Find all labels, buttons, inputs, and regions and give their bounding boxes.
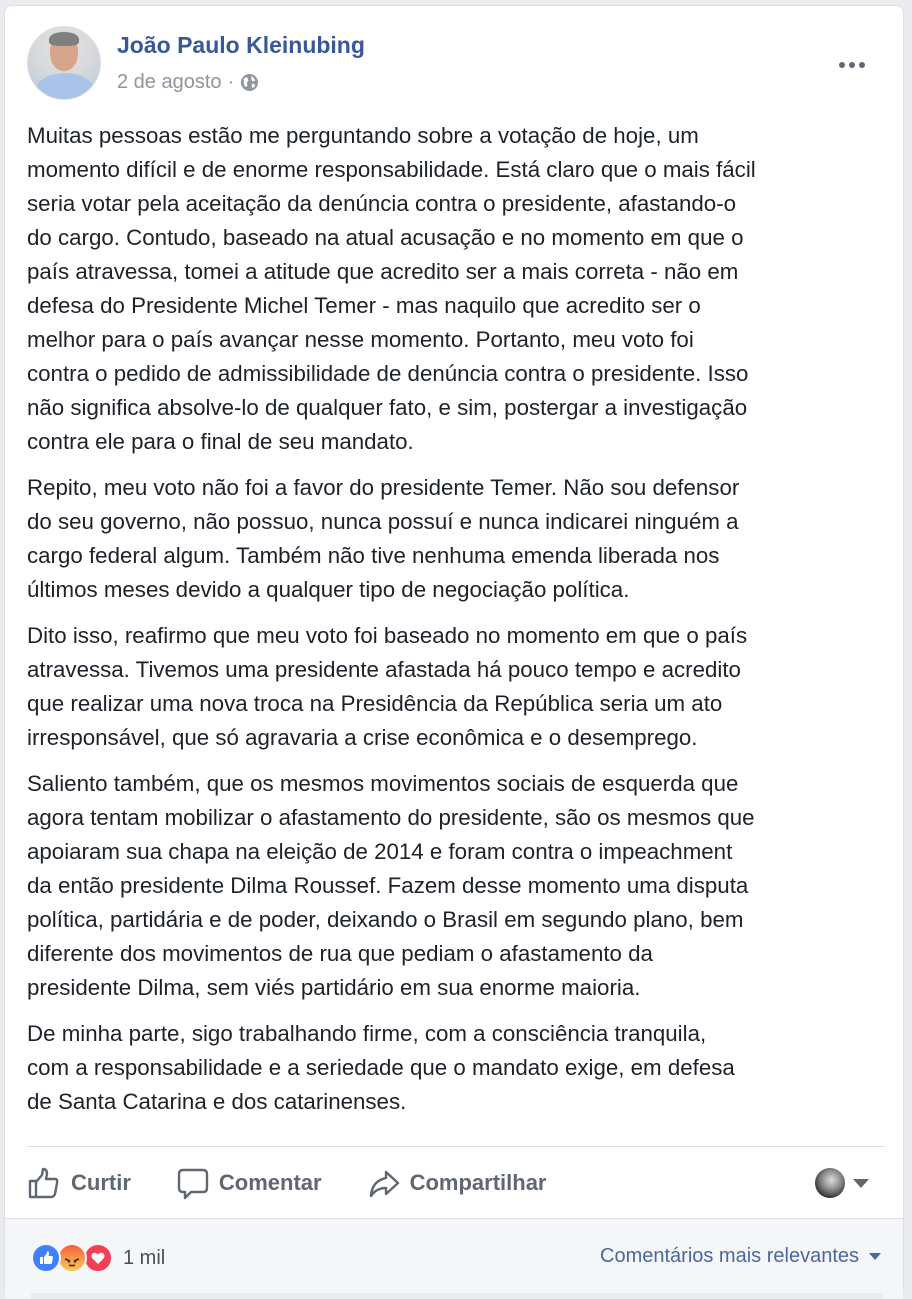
post-paragraph-4 [27, 767, 887, 1005]
globe-icon[interactable] [240, 73, 259, 92]
text-line: De minha parte, sigo trabalhando firme, com a consciência tranquila, [27, 1021, 707, 1046]
text-line: contra o pedido de admissibilidade de denúncia contra o presidente. Isso [27, 361, 749, 386]
comment-sort-dropdown[interactable] [600, 1245, 881, 1268]
text-line: de Santa Catarina e dos catarinenses. [27, 1089, 407, 1114]
current-user-avatar [815, 1168, 845, 1198]
text-line: seria votar pela aceitação da denúncia contra o presidente, afastando-o [27, 191, 737, 216]
text-line: contra ele para o final de seu mandato. [27, 429, 414, 454]
love-reaction-icon [83, 1243, 113, 1273]
text-line: momento difícil e de enorme responsabilidade. Está claro que o mais fácil [27, 157, 756, 182]
text-line: Dito isso, reafirmo que meu voto foi baseado no momento em que o país [27, 623, 748, 648]
reactions-summary[interactable] [31, 1243, 165, 1273]
actions-divider [27, 1146, 885, 1147]
text-line: últimos meses devido a qualquer tipo de negociação política. [27, 577, 630, 602]
text-line: melhor para o país avançar nesse momento. Portanto, meu voto foi [27, 327, 694, 352]
post-date-link[interactable]: 2 de agosto [117, 71, 222, 93]
text-line: com a responsabilidade e a seriedade que o mandato exige, em defesa [27, 1055, 735, 1080]
share-label: Compartilhar [409, 1170, 547, 1195]
like-label: Curtir [71, 1170, 131, 1195]
text-line: Muitas pessoas estão me perguntando sobre a votação de hoje, um [27, 123, 699, 148]
text-line: política, partidária e de poder, deixando o Brasil em segundo plano, bem [27, 907, 744, 932]
like-button[interactable] [27, 1166, 131, 1200]
post-paragraph-1 [27, 119, 887, 459]
post-footer [5, 1218, 903, 1299]
comment-label: Comentar [218, 1170, 322, 1195]
post-actions-bar [27, 1158, 885, 1208]
like-reaction-icon [31, 1243, 61, 1273]
text-line: irresponsável, que só agravaria a crise econômica e o desemprego. [27, 725, 698, 750]
comment-button[interactable] [177, 1166, 322, 1200]
post-paragraph-3 [27, 619, 887, 755]
text-line: do seu governo, não possuo, nunca possuí e nunca indicarei ninguém a [27, 509, 739, 534]
text-line: Saliento também, que os mesmos movimentos sociais de esquerda que [27, 771, 739, 796]
text-line: apoiaram sua chapa na eleição de 2014 e foram contra o impeachment [27, 839, 733, 864]
reaction-count[interactable]: 1 mil [123, 1246, 166, 1269]
caret-down-icon [869, 1253, 881, 1260]
comment-bubble-icon [177, 1166, 209, 1200]
thumbs-up-icon [27, 1166, 61, 1200]
text-line: Repito, meu voto não foi a favor do presidente Temer. Não sou defensor [27, 475, 740, 500]
angry-reaction-icon [57, 1243, 87, 1273]
meta-separator: · [227, 71, 235, 93]
text-line: não significa absolve-lo de qualquer fato, e sim, postergar a investigação [27, 395, 748, 420]
share-button[interactable] [368, 1167, 547, 1199]
text-line: defesa do Presidente Michel Temer - mas naquilo que acredito ser o [27, 293, 701, 318]
post-paragraph-2 [27, 471, 887, 607]
author-name-link[interactable]: João Paulo Kleinubing [117, 32, 365, 58]
comment-sort-label: Comentários mais relevantes [600, 1245, 859, 1267]
post-card [4, 5, 904, 1295]
post-paragraph-5 [27, 1017, 887, 1119]
text-line: agora tentam mobilizar o afastamento do presidente, são os mesmos que [27, 805, 755, 830]
text-line: da então presidente Dilma Roussef. Fazem desse momento uma disputa [27, 873, 749, 898]
more-horizontal-icon[interactable] [839, 62, 865, 68]
text-line: diferente dos movimentos de rua que pediam o afastamento da [27, 941, 653, 966]
text-line: atravessa. Tivemos uma presidente afastada há pouco tempo e acredito [27, 657, 741, 682]
post-meta [117, 71, 259, 94]
footer-divider [31, 1293, 883, 1299]
post-as-selector[interactable] [815, 1168, 869, 1198]
text-line: presidente Dilma, sem viés partidário em sua enorme maioria. [27, 975, 641, 1000]
post-header [27, 26, 887, 100]
caret-down-icon [853, 1179, 869, 1188]
post-body [27, 119, 887, 1131]
text-line: que realizar uma nova troca na Presidência da República seria um ato [27, 691, 723, 716]
share-arrow-icon [368, 1167, 400, 1199]
text-line: cargo federal algum. Também não tive nenhuma emenda liberada nos [27, 543, 720, 568]
text-line: do cargo. Contudo, baseado na atual acusação e no momento em que o [27, 225, 744, 250]
text-line: país atravessa, tomei a atitude que acredito ser a mais correta - não em [27, 259, 739, 284]
author-avatar[interactable] [27, 26, 101, 100]
